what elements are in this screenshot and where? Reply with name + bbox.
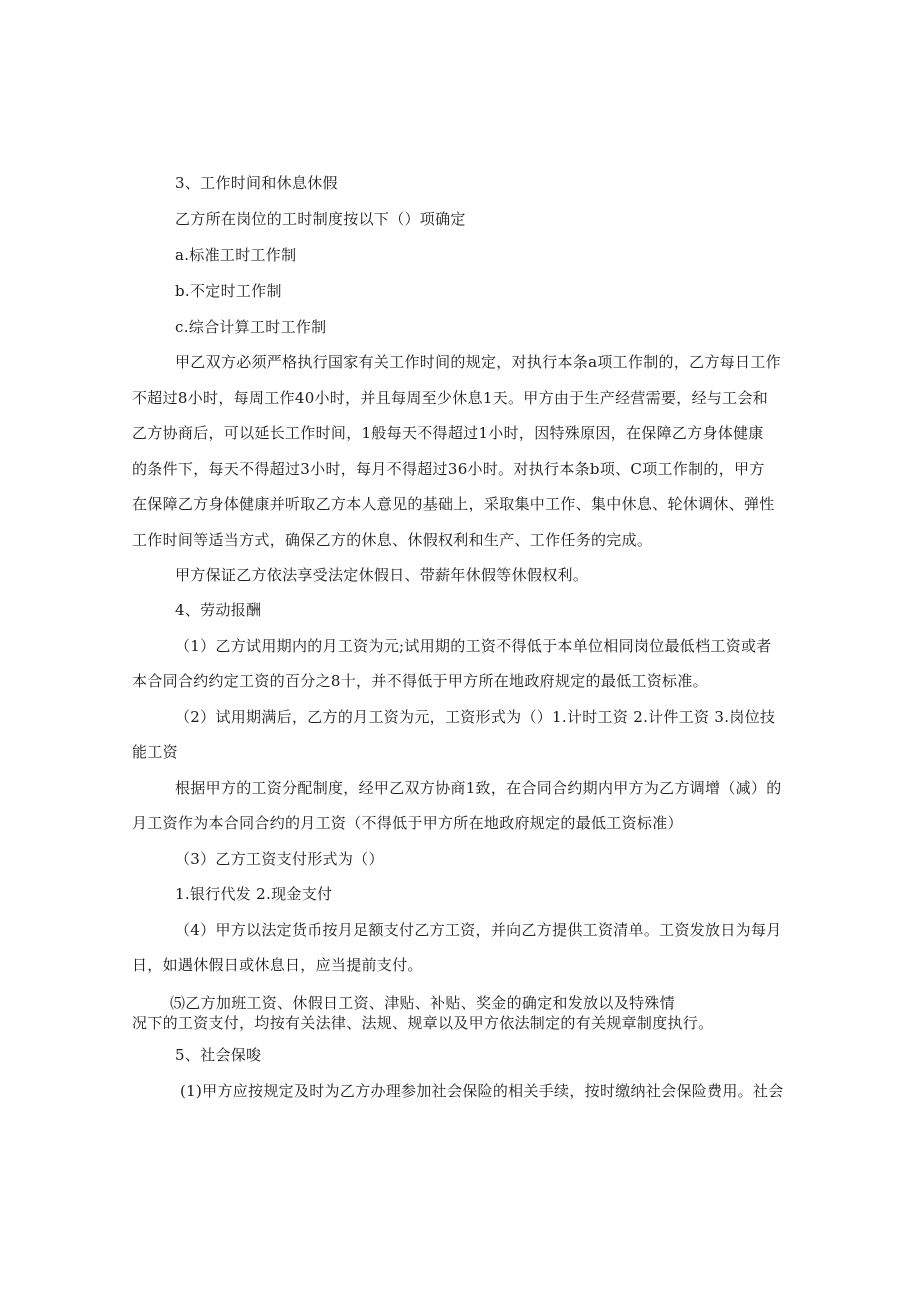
insurance-clause-1: (1)甲方应按规定及时为乙方办理参加社会保险的相关手续，按时缴纳社会保险费用。社会: [180, 1082, 784, 1100]
option-c: c.综合计算工时工作制: [175, 318, 327, 336]
pay-clause-1-line: 本合同合约约定工资的百分之8十，并不得低于甲方所在地政府规定的最低工资标准。: [132, 672, 708, 690]
section-4-heading: 4、劳动报酬: [175, 601, 262, 619]
option-a: a.标准工时工作制: [175, 246, 297, 264]
pay-clause-5-line: 况下的工资支付，均按有关法律、法规、规章以及甲方依法制定的有关规章制度执行。: [132, 1014, 714, 1032]
pay-clause-4-line: （4）甲方以法定货币按月足额支付乙方工资，并向乙方提供工资清单。工资发放日为每月: [175, 921, 782, 939]
hours-paragraph-line: 工作时间等适当方式，确保乙方的休息、休假权利和生产、工作任务的完成。: [132, 531, 653, 549]
option-b: b.不定时工作制: [175, 282, 282, 300]
section-5-heading: 5、社会保唆: [175, 1046, 262, 1064]
pay-adjust-line: 根据甲方的工资分配制度，经甲乙双方协商1致，在合同合约期内甲方为乙方调增（减）的: [175, 779, 782, 797]
pay-clause-3-options: 1.银行代发 2.现金支付: [175, 885, 333, 903]
pay-clause-2-line: 能工资: [132, 743, 178, 761]
hours-paragraph-line: 的条件下，每天不得超过3小时，每月不得超过36小时。对执行本条b项、C项工作制的，甲方: [132, 460, 765, 478]
holiday-paragraph: 甲方保证乙方依法享受法定休假日、带薪年休假等休假权利。: [175, 566, 589, 584]
working-hours-intro: 乙方所在岗位的工时制度按以下（）项确定: [175, 210, 466, 228]
hours-paragraph-line: 不超过8小时，每周工作40小时，并且每周至少休息1天。甲方由于生产经营需要，经与工会和: [132, 389, 769, 407]
pay-clause-2-line: （2）试用期满后，乙方的月工资为元，工资形式为（）1.计时工资 2.计件工资 3.岗位技: [175, 708, 776, 726]
pay-clause-1-line: （1）乙方试用期内的月工资为元;试用期的工资不得低于本单位相同岗位最低档工资或者: [175, 637, 772, 655]
pay-clause-3: （3）乙方工资支付形式为（）: [175, 850, 384, 868]
hours-paragraph-line: 乙方协商后，可以延长工作时间，1般每天不得超过1小时，因特殊原因，在保障乙方身体健康: [132, 424, 764, 442]
pay-adjust-line: 月工资作为本合同合约的月工资（不得低于甲方所在地政府规定的最低工资标准）: [132, 814, 683, 832]
pay-clause-5-line: ⑸乙方加班工资、休假日工资、津贴、补贴、奖金的确定和发放以及特殊情: [170, 994, 675, 1012]
section-3-heading: 3、工作时间和休息休假: [175, 174, 338, 192]
pay-clause-4-line: 日，如遇休假日或休息日，应当提前支付。: [132, 956, 423, 974]
hours-paragraph-line: 甲乙双方必须严格执行国家有关工作时间的规定，对执行本条a项工作制的，乙方每日工作: [175, 353, 781, 371]
hours-paragraph-line: 在保障乙方身体健康并听取乙方本人意见的基础上，采取集中工作、集中休息、轮休调休、弹性: [132, 495, 775, 513]
